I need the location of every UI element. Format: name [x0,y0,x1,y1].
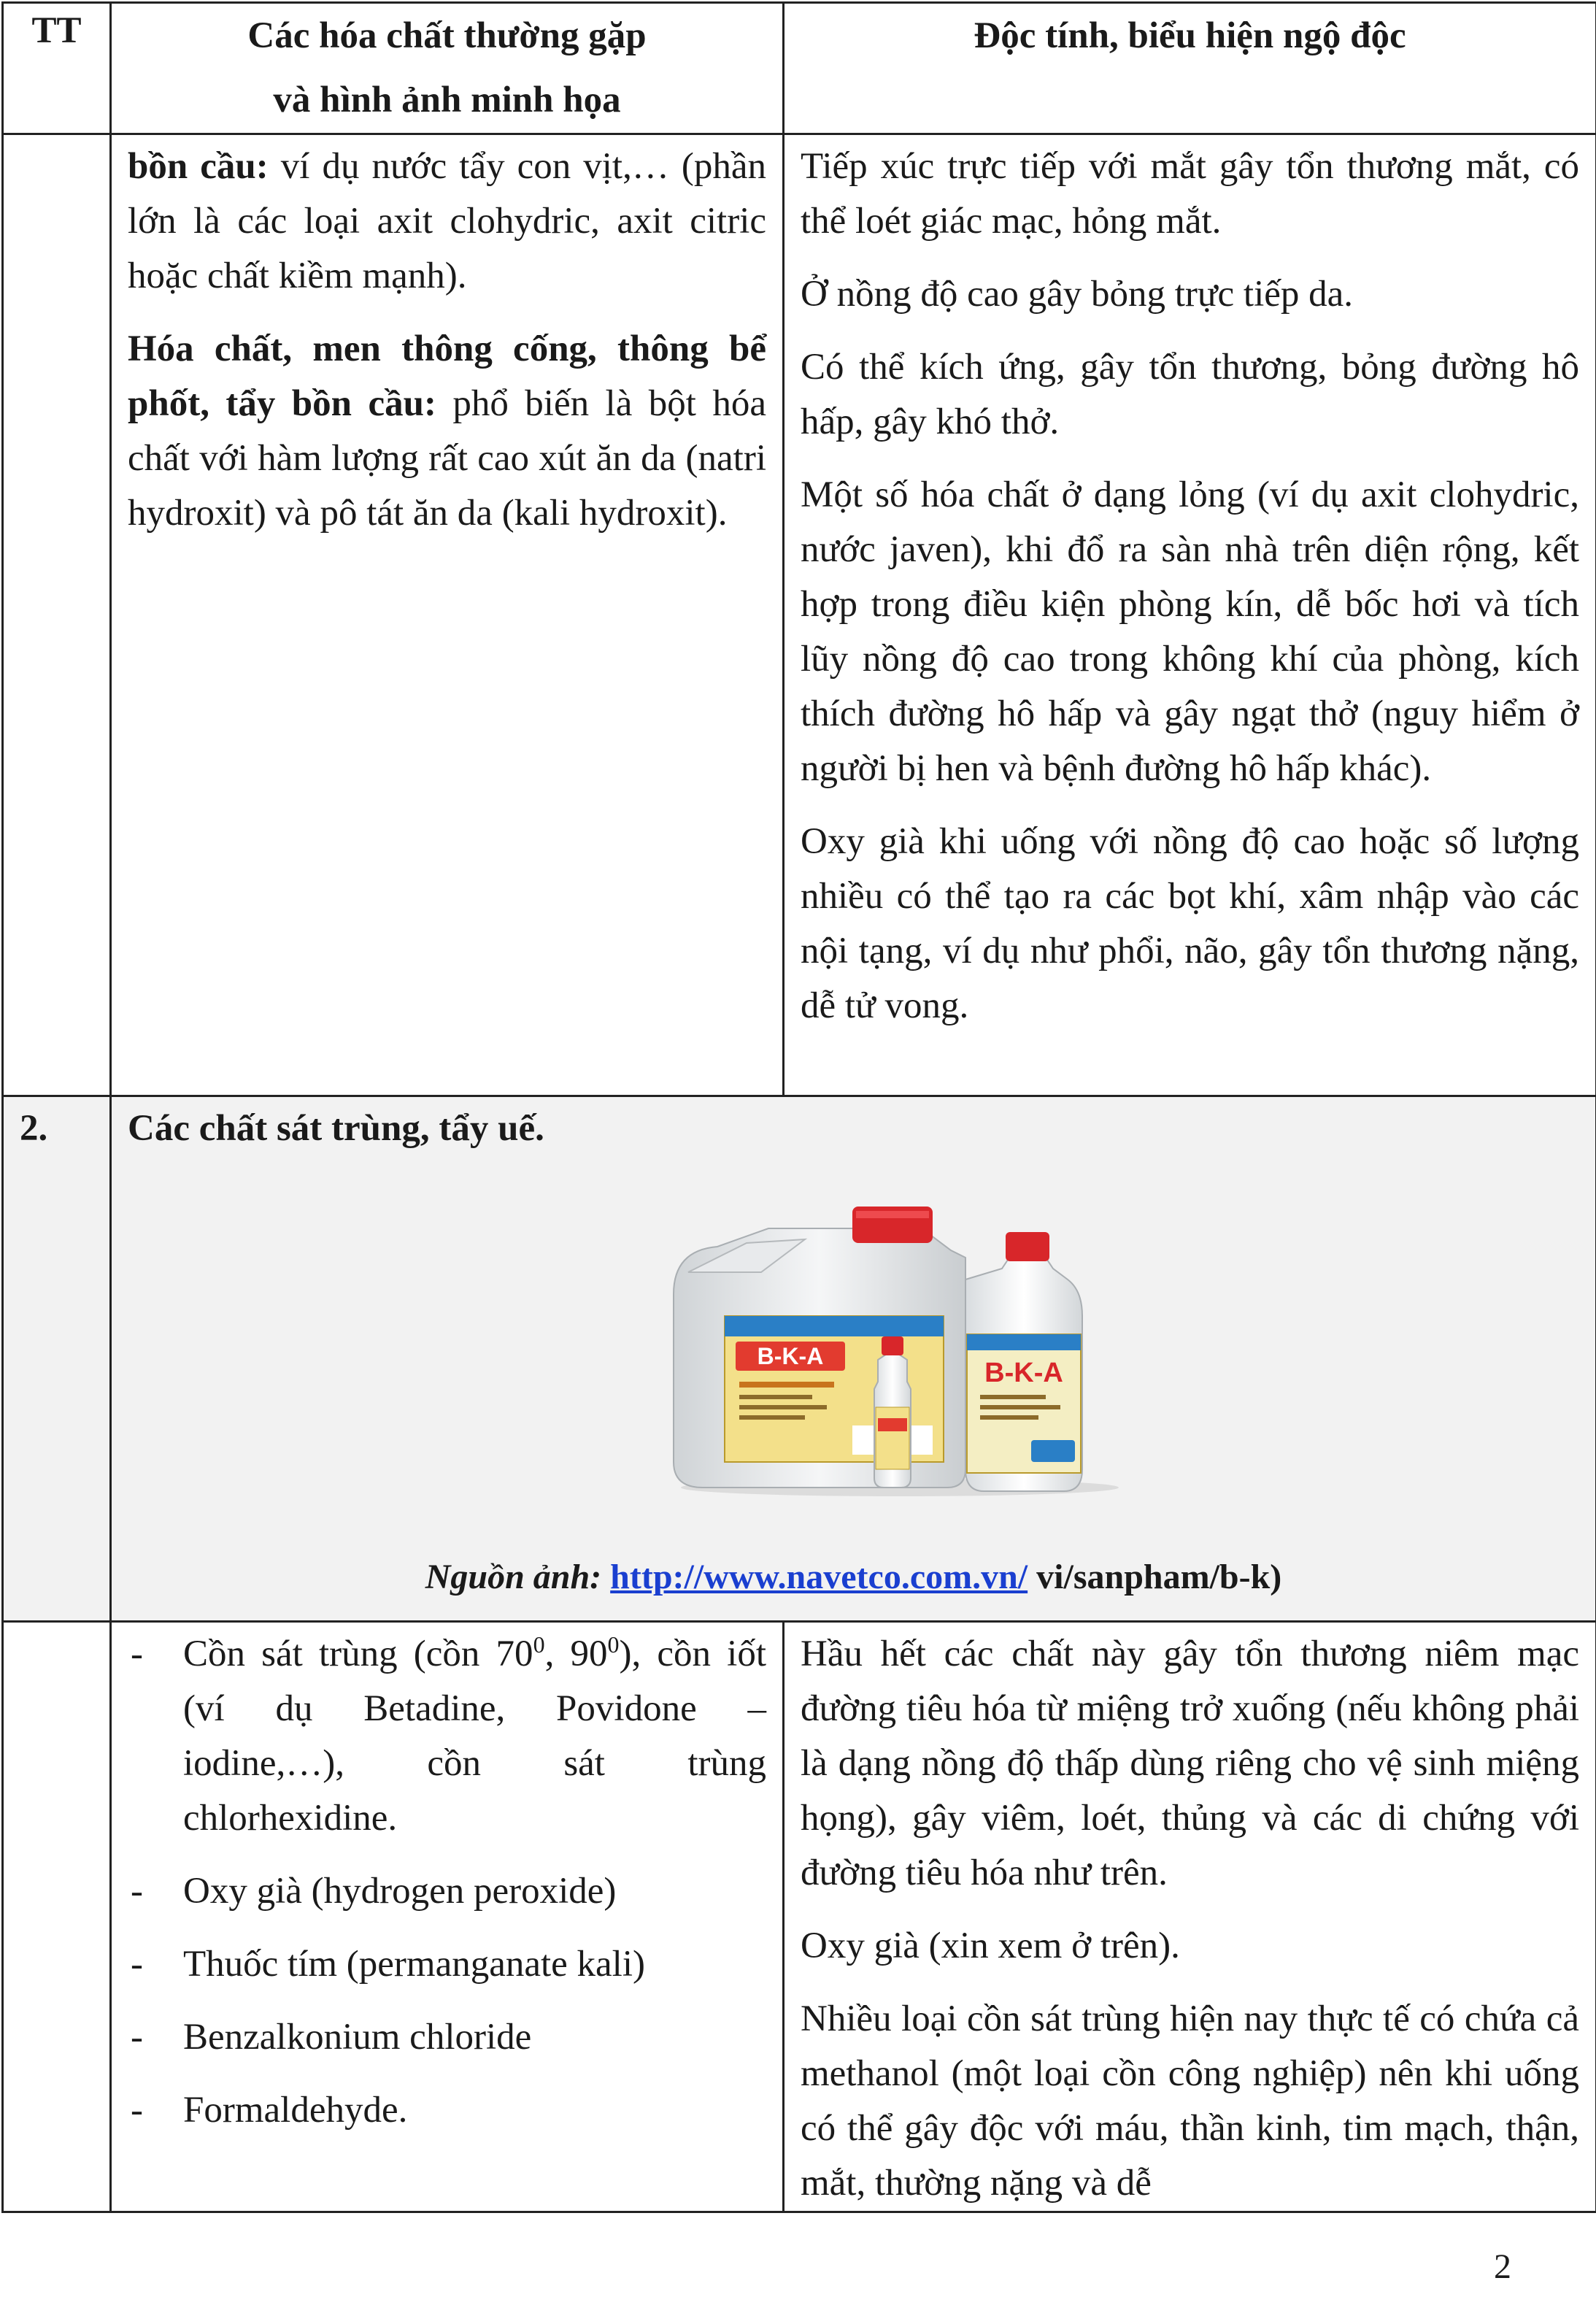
item-text-part: Cồn sát trùng (cồn 70 [183,1633,533,1674]
row1-right-paragraph: Có thể kích ứng, gây tổn thương, bỏng đường hô hấp, gây khó thở. [801,347,1579,442]
table-row-section-2 [3,1096,1596,1622]
disinfectant-products-illustration [659,1207,1199,1498]
row1-left-p1-text: ví dụ nước tẩy con vịt,… (phần lớn là các loại axit clohydric, axit citric hoặc chất kiềm mạnh). [128,146,766,296]
table-header-row [3,3,1596,134]
row3-right-paragraph: Nhiều loại cồn sát trùng hiện nay thực tế có chứa cả methanol (một loại cồn công nghiệp) nên khi uống có thể gây độc với máu, thần kinh, tim mạch, thận, mắt, thường nặng và dễ [801,1998,1579,2204]
row3-chemicals-cell [111,1622,784,2212]
row3-tt-cell [3,1622,111,2212]
caption-label: Nguồn ảnh: [425,1558,602,1596]
row1-left-paragraph-2 [128,322,766,541]
degree-sup: 0 [607,1631,620,1658]
list-dash: - [131,1871,143,1912]
list-dash: - [131,1633,143,1674]
row1-tt-cell [3,134,111,1096]
caption-source-link[interactable]: http://www.navetco.com.vn/ [610,1558,1028,1596]
product-image [659,1207,1199,1498]
list-item [128,1627,766,1846]
row1-chemicals-cell [111,134,784,1096]
row1-toxicity-cell [784,134,1596,1096]
list-dash: - [131,2090,143,2131]
item-text-part: , 90 [544,1633,608,1674]
header-chemicals-line2: và hình ảnh minh họa [273,80,621,120]
list-item [128,2083,766,2138]
product-label-small: B-K-A [984,1358,1063,1388]
caption-source-rest: vi/sanpham/b-k) [1028,1558,1282,1596]
list-item-text: Benzalkonium chloride [183,2017,532,2058]
row1-left-p2-bold: Hóa chất, men thông cống, thông bể phốt, tẩy bồn cầu: [128,328,766,424]
list-item [128,1937,766,1992]
table-row [3,1622,1596,2212]
degree-sup: 0 [533,1631,545,1658]
header-toxicity: Độc tính, biểu hiện ngộ độc [784,3,1596,134]
list-item-text [183,1627,766,1846]
header-chemicals-line1: Các hóa chất thường gặp [247,15,647,56]
image-caption [112,1550,1595,1604]
row2-section-cell [111,1096,1596,1622]
list-dash: - [131,1944,143,1985]
row3-toxicity-cell [784,1622,1596,2212]
row1-right-paragraph: Oxy già khi uống với nồng độ cao hoặc số lượng nhiều có thể tạo ra các bọt khí, xâm nhập vào các nội tạng, ví dụ như phổi, não, gây tổn thương nặng, dễ tử vong. [801,821,1579,1026]
row1-left-paragraph-1 [128,139,766,304]
row1-left-p1-bold: bồn cầu: [128,146,269,187]
row2-section-title: Các chất sát trùng, tẩy uế. [128,1108,544,1149]
product-label-large: B-K-A [757,1343,824,1369]
row2-number: 2. [3,1096,111,1622]
toxicity-table [1,1,1596,2213]
row1-right-paragraph: Tiếp xúc trực tiếp với mắt gây tổn thương mắt, có thể loét giác mạc, hỏng mắt. [801,146,1579,242]
list-item [128,1864,766,1919]
row1-right-paragraph: Một số hóa chất ở dạng lỏng (ví dụ axit clohydric, nước javen), khi đổ ra sàn nhà trên diện rộng, kết hợp trong điều kiện phòng kín, dễ bốc hơi và tích lũy nồng độ cao trong không khí của phòng, kích thích đường hô hấp và gây ngạt thở (nguy hiểm ở người bị hen và bệnh đường hô hấp khác). [801,474,1579,789]
header-chemicals [111,3,784,134]
list-item-text: Formaldehyde. [183,2090,408,2131]
row3-right-paragraph: Oxy già (xin xem ở trên). [801,1925,1180,1966]
list-dash: - [131,2017,143,2058]
row1-left-p2-text: phổ biến là bột hóa chất với hàm lượng rất cao xút ăn da (natri hydroxit) và pô tát ăn da (kali hydroxit). [128,383,767,534]
list-item-text: Oxy già (hydrogen peroxide) [183,1871,617,1912]
table-row [3,134,1596,1096]
list-item [128,2010,766,2065]
header-tt: TT [3,3,111,134]
list-item-text: Thuốc tím (permanganate kali) [183,1944,645,1985]
row3-right-paragraph: Hầu hết các chất này gây tổn thương niêm mạc đường tiêu hóa từ miệng trở xuống (nếu không phải là dạng nồng độ thấp dùng riêng cho vệ sinh miệng họng), gây viêm, loét, thủng và các di chứng với đường tiêu hóa như trên. [801,1633,1579,1893]
item-text-part: ), cồn iốt (ví dụ Betadine, Povidone – iodine,…), cồn sát trùng chlorhexidine. [183,1633,766,1839]
row1-right-paragraph: Ở nồng độ cao gây bỏng trực tiếp da. [801,274,1354,315]
page-number: 2 [1494,2247,1511,2286]
